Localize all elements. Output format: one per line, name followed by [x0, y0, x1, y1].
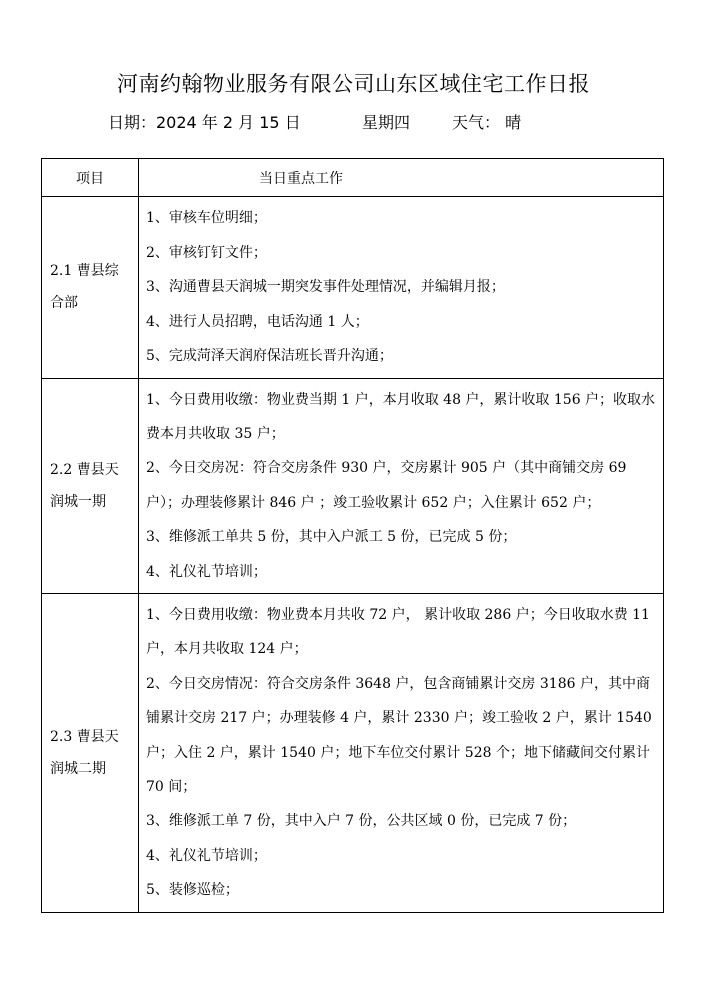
work-item: 1、审核车位明细；: [146, 210, 267, 226]
work-cell: [139, 378, 664, 593]
page-title: 河南约翰物业服务有限公司山东区域住宅工作日报: [117, 72, 590, 96]
report-date: 日期：2024 年 2 月 15 日: [108, 113, 301, 132]
work-item: 3、沟通曹县天润城一期突发事件处理情况，并编辑月报；: [146, 279, 505, 295]
work-item: 3、维修派工单 7 份，其中入户 7 份，公共区域 0 份，已完成 7 份；: [146, 813, 577, 830]
header-project: 项目: [42, 159, 139, 197]
work-item: 1、今日费用收缴：物业费本月共收 72 户， 累计收取 286 户；今日收取水费 11 户，本月共收取 124 户；: [146, 606, 650, 658]
work-item: 2、今日交房情况：符合交房条件 3648 户，包含商铺累计交房 3186 户，其中商铺累计交房 217 户；办理装修 4 户，累计 2330 户；竣工验收 2 户，累计 1540 户；入住 2 户，累计 1540 户；地下车位交付累计 528 个；地下储藏间交付累计 70 间；: [146, 675, 652, 795]
work-cell: [139, 197, 664, 379]
header-work: 当日重点工作: [139, 159, 664, 197]
report-weekday: 星期四: [362, 113, 411, 132]
work-cell: [139, 593, 664, 912]
work-item: 2、今日交房况：符合交房条件 930 户，交房累计 905 户（其中商铺交房 69 户）；办理装修累计 846 户 ；竣工验收累计 652 户；入住累计 652 户；: [146, 460, 627, 511]
report-weather: 天气： 晴: [452, 113, 522, 132]
work-item: 5、装修巡检；: [146, 882, 239, 899]
table-row: [42, 378, 664, 593]
table-header-row: [42, 159, 664, 197]
work-report-table: [41, 158, 664, 913]
work-item: 4、进行人员招聘，电话沟通 1 人；: [146, 313, 369, 330]
project-cell: 2.1 曹县综合部: [42, 197, 139, 379]
project-cell: 2.3 曹县天润城二期: [42, 593, 139, 912]
work-item: 2、审核钉钉文件；: [146, 244, 267, 261]
work-item: 4、礼仪礼节培训；: [146, 847, 267, 864]
work-item: 4、礼仪礼节培训；: [146, 563, 267, 580]
work-item: 1、今日费用收缴：物业费当期 1 户，本月收取 48 户，累计收取 156 户；收取水费本月共收取 35 户；: [146, 391, 656, 442]
project-cell: 2.2 曹县天润城一期: [42, 378, 139, 593]
table-row: [42, 593, 664, 912]
work-item: 3、维修派工单共 5 份，其中入户派工 5 份，已完成 5 份；: [146, 529, 517, 546]
work-item: 5、完成菏泽天润府保洁班长晋升沟通；: [146, 348, 393, 364]
table-row: [42, 197, 664, 379]
